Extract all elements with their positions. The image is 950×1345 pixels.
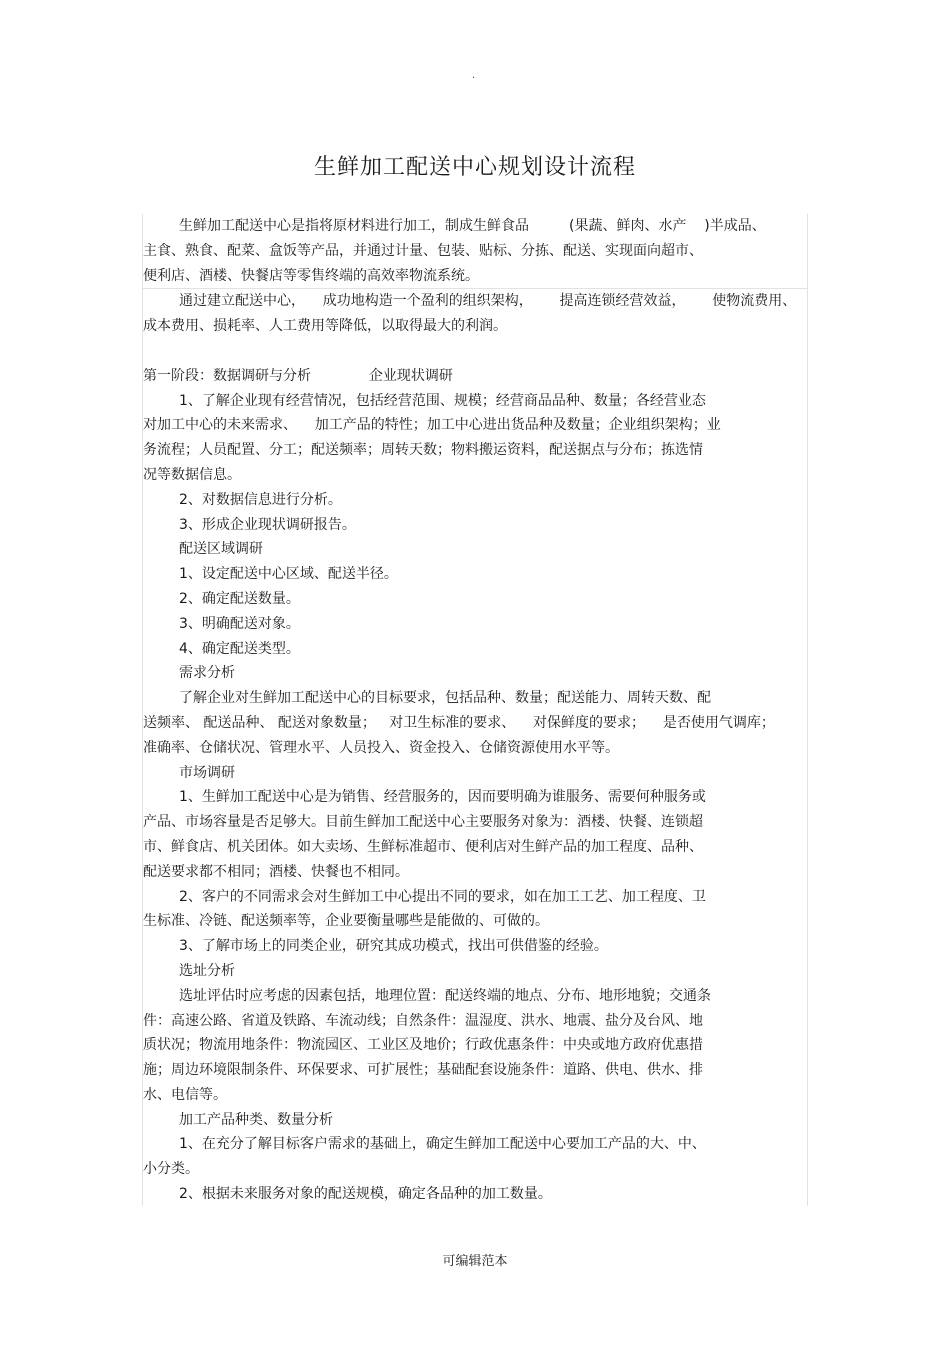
text-line: 生标准、冷链、配送频率等，企业要衡量哪些是能做的、可做的。: [143, 913, 549, 930]
intro-paragraph: [143, 214, 807, 289]
text-line: 1、生鲜加工配送中心是为销售、经营服务的，因而要明确为谁服务、需要何种服务或: [179, 789, 706, 806]
text-line: 4、确定配送类型。: [179, 640, 300, 657]
text-line: 生鲜加工配送中心是指将原材料进行加工，制成生鲜食品 (果蔬、鲜肉、水产 )半成品、: [179, 218, 766, 234]
text-line: 1、了解企业现有经营情况，包括经营范围、规模；经营商品品种、数量；各经营业态: [179, 392, 706, 409]
text-line: 件：高速公路、省道及铁路、车流动线；自然条件：温湿度、洪水、地震、盐分及台风、地: [143, 1012, 703, 1029]
text-line: 对加工中心的未来需求、 加工产品的特性；加工中心进出货品种及数量；企业组织架构；业: [143, 417, 721, 434]
text-line: 通过建立配送中心， 成功地构造一个盈利的组织架构， 提高连锁经营效益， 使物流费用、: [179, 293, 797, 310]
text-line: 2、根据未来服务对象的配送规模，确定各品种的加工数量。: [179, 1186, 552, 1203]
text-line: 成本费用、损耗率、人工费用等降低，以取得最大的利润。: [143, 318, 507, 335]
document-title: 生鲜加工配送中心规划设计流程: [313, 155, 636, 180]
text-line: 市场调研: [179, 764, 235, 781]
text-line: 送频率、 配送品种、 配送对象数量； 对卫生标准的要求、 对保鲜度的要求； 是否使用气调库；: [143, 714, 775, 731]
text-line: 3、明确配送对象。: [179, 615, 300, 632]
text-line: 2、确定配送数量。: [179, 590, 300, 607]
text-line: 配送要求都不相同；酒楼、快餐也不相同。: [143, 863, 409, 880]
header-dot: .: [472, 70, 476, 81]
text-line: 2、对数据信息进行分析。: [179, 491, 342, 508]
text-line: 1、在充分了解目标客户需求的基础上，确定生鲜加工配送中心要加工产品的大、中、: [179, 1136, 706, 1153]
text-line: 配送区域调研: [179, 541, 263, 558]
text-line: 1、设定配送中心区域、配送半径。: [179, 566, 398, 583]
text-line: 第一阶段：数据调研与分析 企业现状调研: [143, 367, 453, 384]
text-line: 产品、市场容量是否足够大。目前生鲜加工配送中心主要服务对象为：酒楼、快餐、连锁超: [143, 814, 703, 831]
goal-paragraph: [143, 289, 807, 339]
footer-text: 可编辑范本: [442, 1254, 508, 1269]
text-line: 需求分析: [179, 665, 235, 682]
text-line: 施；周边环境限制条件、环保要求、可扩展性；基础配套设施条件：道路、供电、供水、排: [143, 1062, 703, 1079]
text-line: 2、客户的不同需求会对生鲜加工中心提出不同的要求，如在加工工艺、加工程度、卫: [179, 888, 706, 905]
text-line: 务流程；人员配置、分工；配送频率；周转天数；物料搬运资料，配送据点与分布；拣选情: [143, 442, 703, 459]
document-body: [142, 214, 808, 1206]
text-line: 加工产品种类、数量分析: [179, 1111, 333, 1128]
body-section: [143, 364, 807, 1207]
text-line: 选址评估时应考虑的因素包括，地理位置：配送终端的地点、分布、地形地貌；交通条: [179, 987, 711, 1004]
text-line: 选址分析: [179, 962, 235, 979]
text-line: 了解企业对生鲜加工配送中心的目标要求，包括品种、数量；配送能力、周转天数、配: [179, 690, 711, 707]
text-line: 主食、熟食、配菜、盒饭等产品，并通过计量、包装、贴标、分拣、配送、实现面向超市、: [143, 242, 703, 259]
text-line: 水、电信等。: [143, 1086, 227, 1103]
text-line: 3、了解市场上的同类企业，研究其成功模式，找出可供借鉴的经验。: [179, 938, 608, 955]
text-line: 况等数据信息。: [143, 466, 241, 483]
text-line: 便利店、酒楼、快餐店等零售终端的高效率物流系统。: [143, 267, 479, 284]
text-line: 市、鲜食店、机关团体。如大卖场、生鲜标准超市、便利店对生鲜产品的加工程度、品种、: [143, 838, 703, 855]
text-line: 小分类。: [143, 1161, 199, 1178]
blank-line: [143, 339, 807, 364]
text-line: 3、形成企业现状调研报告。: [179, 516, 356, 533]
text-line: 准确率、仓储状况、管理水平、人员投入、资金投入、仓储资源使用水平等。: [143, 739, 619, 756]
text-line: 质状况；物流用地条件：物流园区、工业区及地价；行政优惠条件：中央或地方政府优惠措: [143, 1037, 703, 1054]
